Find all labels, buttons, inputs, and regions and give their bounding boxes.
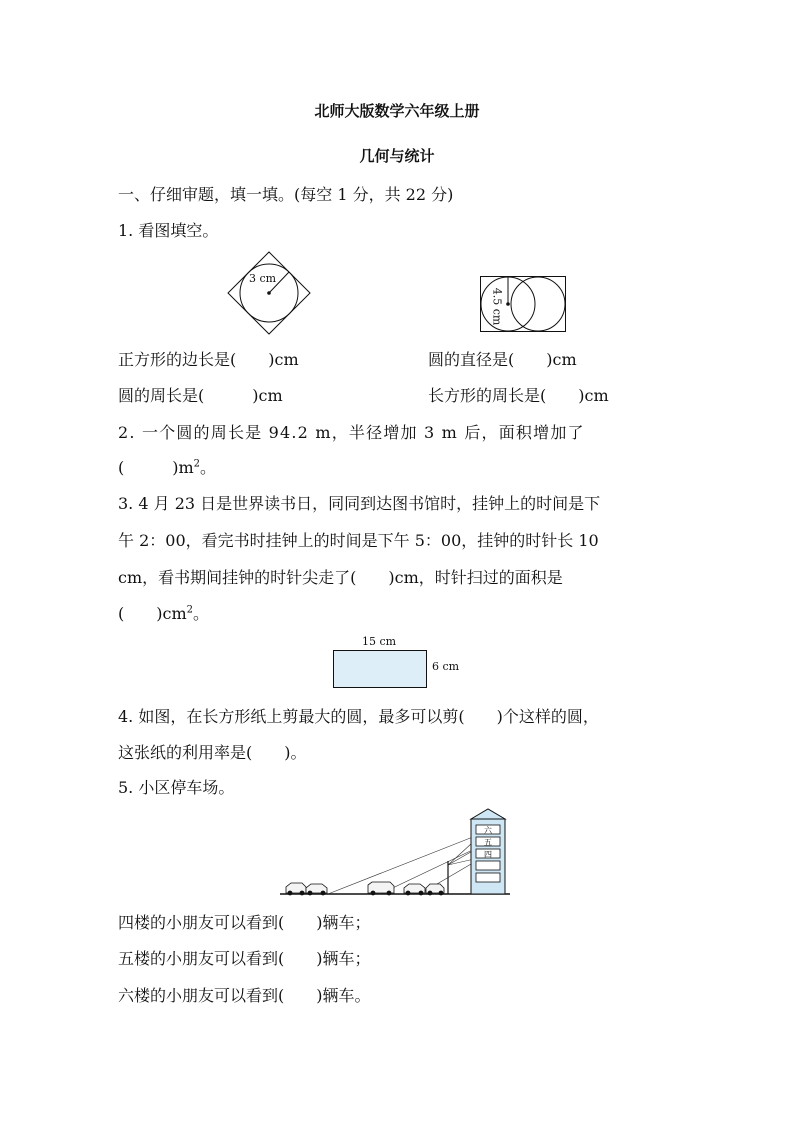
q3-line2: 午 2：00，看完书时挂钟上的时间是下午 5：00，挂钟的时针长 10 <box>118 531 599 550</box>
section-heading: 一、仔细审题，填一填。(每空 1 分，共 22 分) <box>118 185 454 204</box>
floor-label-5: 五 <box>484 838 492 847</box>
q3-line4: ( )$cm^2$。 <box>118 604 210 623</box>
q1-blank-square-side: 正方形的边长是( )cm <box>118 350 299 369</box>
q5-blank-floor6: 六楼的小朋友可以看到( )辆车。 <box>118 986 371 1005</box>
q3-line1: 3. 4 月 23 日是世界读书日，同同到达图书馆时，挂钟上的时间是下 <box>118 494 601 513</box>
car-2 <box>306 884 327 895</box>
book-title: 北师大版数学六年级上册 <box>314 102 480 120</box>
q5-stem: 5. 小区停车场。 <box>118 778 235 797</box>
q1-blank-circumference: 圆的周长是( )cm <box>118 386 283 405</box>
q3-line3: cm，看书期间挂钟的时针尖走了( )cm，时针扫过的面积是 <box>118 568 563 587</box>
q1-blank-rect-perimeter: 长方形的周长是( )cm <box>428 386 609 405</box>
unit-title: 几何与统计 <box>359 147 435 165</box>
q5-blank-floor5: 五楼的小朋友可以看到( )辆车； <box>118 949 371 968</box>
q2-line1: 2. 一个圆的周长是 94.2 m，半径增加 3 m 后，面积增加了 <box>118 423 585 442</box>
car-1 <box>286 883 306 895</box>
q4-height-label: 6 cm <box>432 660 460 673</box>
fig-a-radius-label: 3 cm <box>249 272 277 285</box>
q2-line2: ( )$m^2$。 <box>118 458 217 477</box>
fig-circle-in-square <box>226 250 312 336</box>
q1-stem: 1. 看图填空。 <box>118 221 219 240</box>
floor-label-6: 六 <box>484 826 492 835</box>
parking-lot-illustration <box>280 805 512 897</box>
fig-b-radius-label: 4.5 cm <box>490 287 504 326</box>
car-3 <box>368 882 394 895</box>
q1-blank-diameter: 圆的直径是( )cm <box>428 350 577 369</box>
floor-label-4: 四 <box>484 850 492 859</box>
q4-width-label: 15 cm <box>362 635 397 648</box>
q4-line1: 4. 如图，在长方形纸上剪最大的圆，最多可以剪( )个这样的圆， <box>118 707 599 726</box>
car-5 <box>426 884 444 895</box>
car-4 <box>404 884 425 895</box>
q4-line2: 这张纸的利用率是( )。 <box>118 743 307 762</box>
q5-blank-floor4: 四楼的小朋友可以看到( )辆车； <box>118 913 371 932</box>
q4-rectangle <box>333 650 427 688</box>
